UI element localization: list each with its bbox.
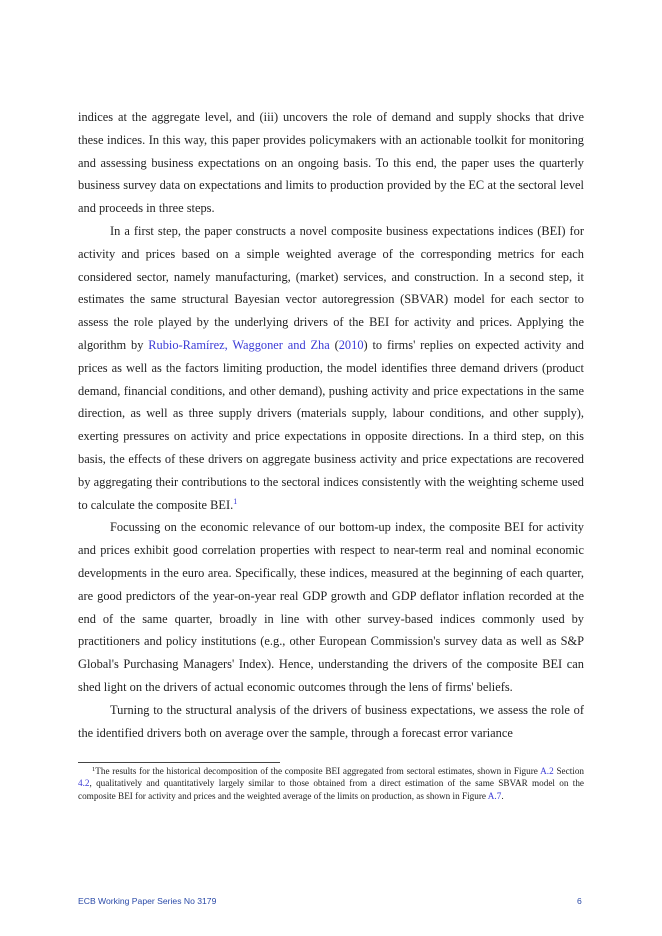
footer-series-title: ECB Working Paper Series No 3179: [78, 896, 217, 906]
footnote-marker-link[interactable]: 1: [233, 496, 238, 506]
paragraph-2: [78, 220, 584, 516]
footnote-segment: .: [501, 790, 504, 801]
section-ref-link[interactable]: 4.2: [78, 778, 90, 789]
footnote: [78, 765, 584, 802]
citation-paren: (: [329, 337, 339, 352]
paragraph-3: [78, 516, 584, 698]
footnote-segment: , qualitatively and quantitatively largely similar to those obtained from a direct estimation of the same SBVAR model on the composite BEI for activity and prices and the weighted average of the limits on production, as shown in Figure: [78, 778, 584, 801]
footnote-number: 1: [92, 766, 96, 773]
figure-ref-link[interactable]: A.2: [540, 766, 554, 776]
figure-ref-link[interactable]: A.7: [487, 790, 502, 801]
footnote-divider: [78, 762, 280, 763]
paragraph-text: In a first step, the paper constructs a novel composite business expectations indices (BEI) for activity and prices based on a simple weighted average of the corresponding metrics for each considered sector, namely manufacturing, (market) services, and construction. In a second step, it estimates the same structural Bayesian vector autoregression (SBVAR) model for each sector to assess the role played by the underlying drivers of the BEI for activity and prices. Applying the algorithm by: [78, 223, 584, 352]
footnote-text: [78, 765, 584, 802]
paragraph-text: ) to firms' replies on expected activity and prices as well as the factors limiting production, the model identifies three demand drivers (product demand, financial conditions, and other demand), pushing activity and price expectations in the same direction, as well as three supply drivers (materials supply, labour conditions, and other supply), exerting pressures on activity and price expectations in opposite directions. In a third step, on this basis, the effects of these drivers on aggregate business activity and price expectations are recovered by aggregating their contributions to the sectoral indices consistently with the weighting scheme used to calculate the composite BEI.: [78, 337, 584, 512]
citation-link-year[interactable]: 2010: [338, 337, 364, 352]
paragraph-text: Turning to the structural analysis of the drivers of business expectations, we assess the role of the identified drivers both on average over the sample, through a forecast error variance: [78, 702, 584, 740]
paragraph-text: indices at the aggregate level, and (iii) uncovers the role of demand and supply shocks that drive these indices. In this way, this paper provides policymakers with an actionable toolkit for monitoring and assessing business expectations on an ongoing basis. To this end, the paper uses the quarterly business survey data on expectations and limits to production provided by the EC at the sectoral level and proceeds in three steps.: [78, 110, 584, 216]
citation-link-authors[interactable]: Rubio-Ramírez, Waggoner and Zha: [148, 337, 330, 352]
paragraph-4: [78, 699, 584, 745]
footnote-segment: Section: [553, 766, 585, 776]
paragraph-text: Focussing on the economic relevance of our bottom-up index, the composite BEI for activity and prices exhibit good correlation properties with respect to near-term real and nominal economic developments in the euro area. Specifically, these indices, measured at the beginning of each quarter, are good predictors of the year-on-year real GDP growth and GDP deflator inflation recorded at the end of the same quarter, broadly in line with other survey-based indices commonly used by practitioners and policy institutions (e.g., other European Commission's survey data as well as S&P Global's Purchasing Managers' Index). Hence, understanding the drivers of the composite BEI can shed light on the drivers of actual economic outcomes through the lens of firms' beliefs.: [78, 520, 584, 694]
footer-page-number: 6: [577, 896, 582, 906]
paragraph-1: [78, 106, 584, 220]
main-text: [78, 106, 584, 744]
footnote-segment: The results for the historical decomposition of the composite BEI aggregated from sectoral estimates, shown in Figure: [95, 766, 541, 776]
